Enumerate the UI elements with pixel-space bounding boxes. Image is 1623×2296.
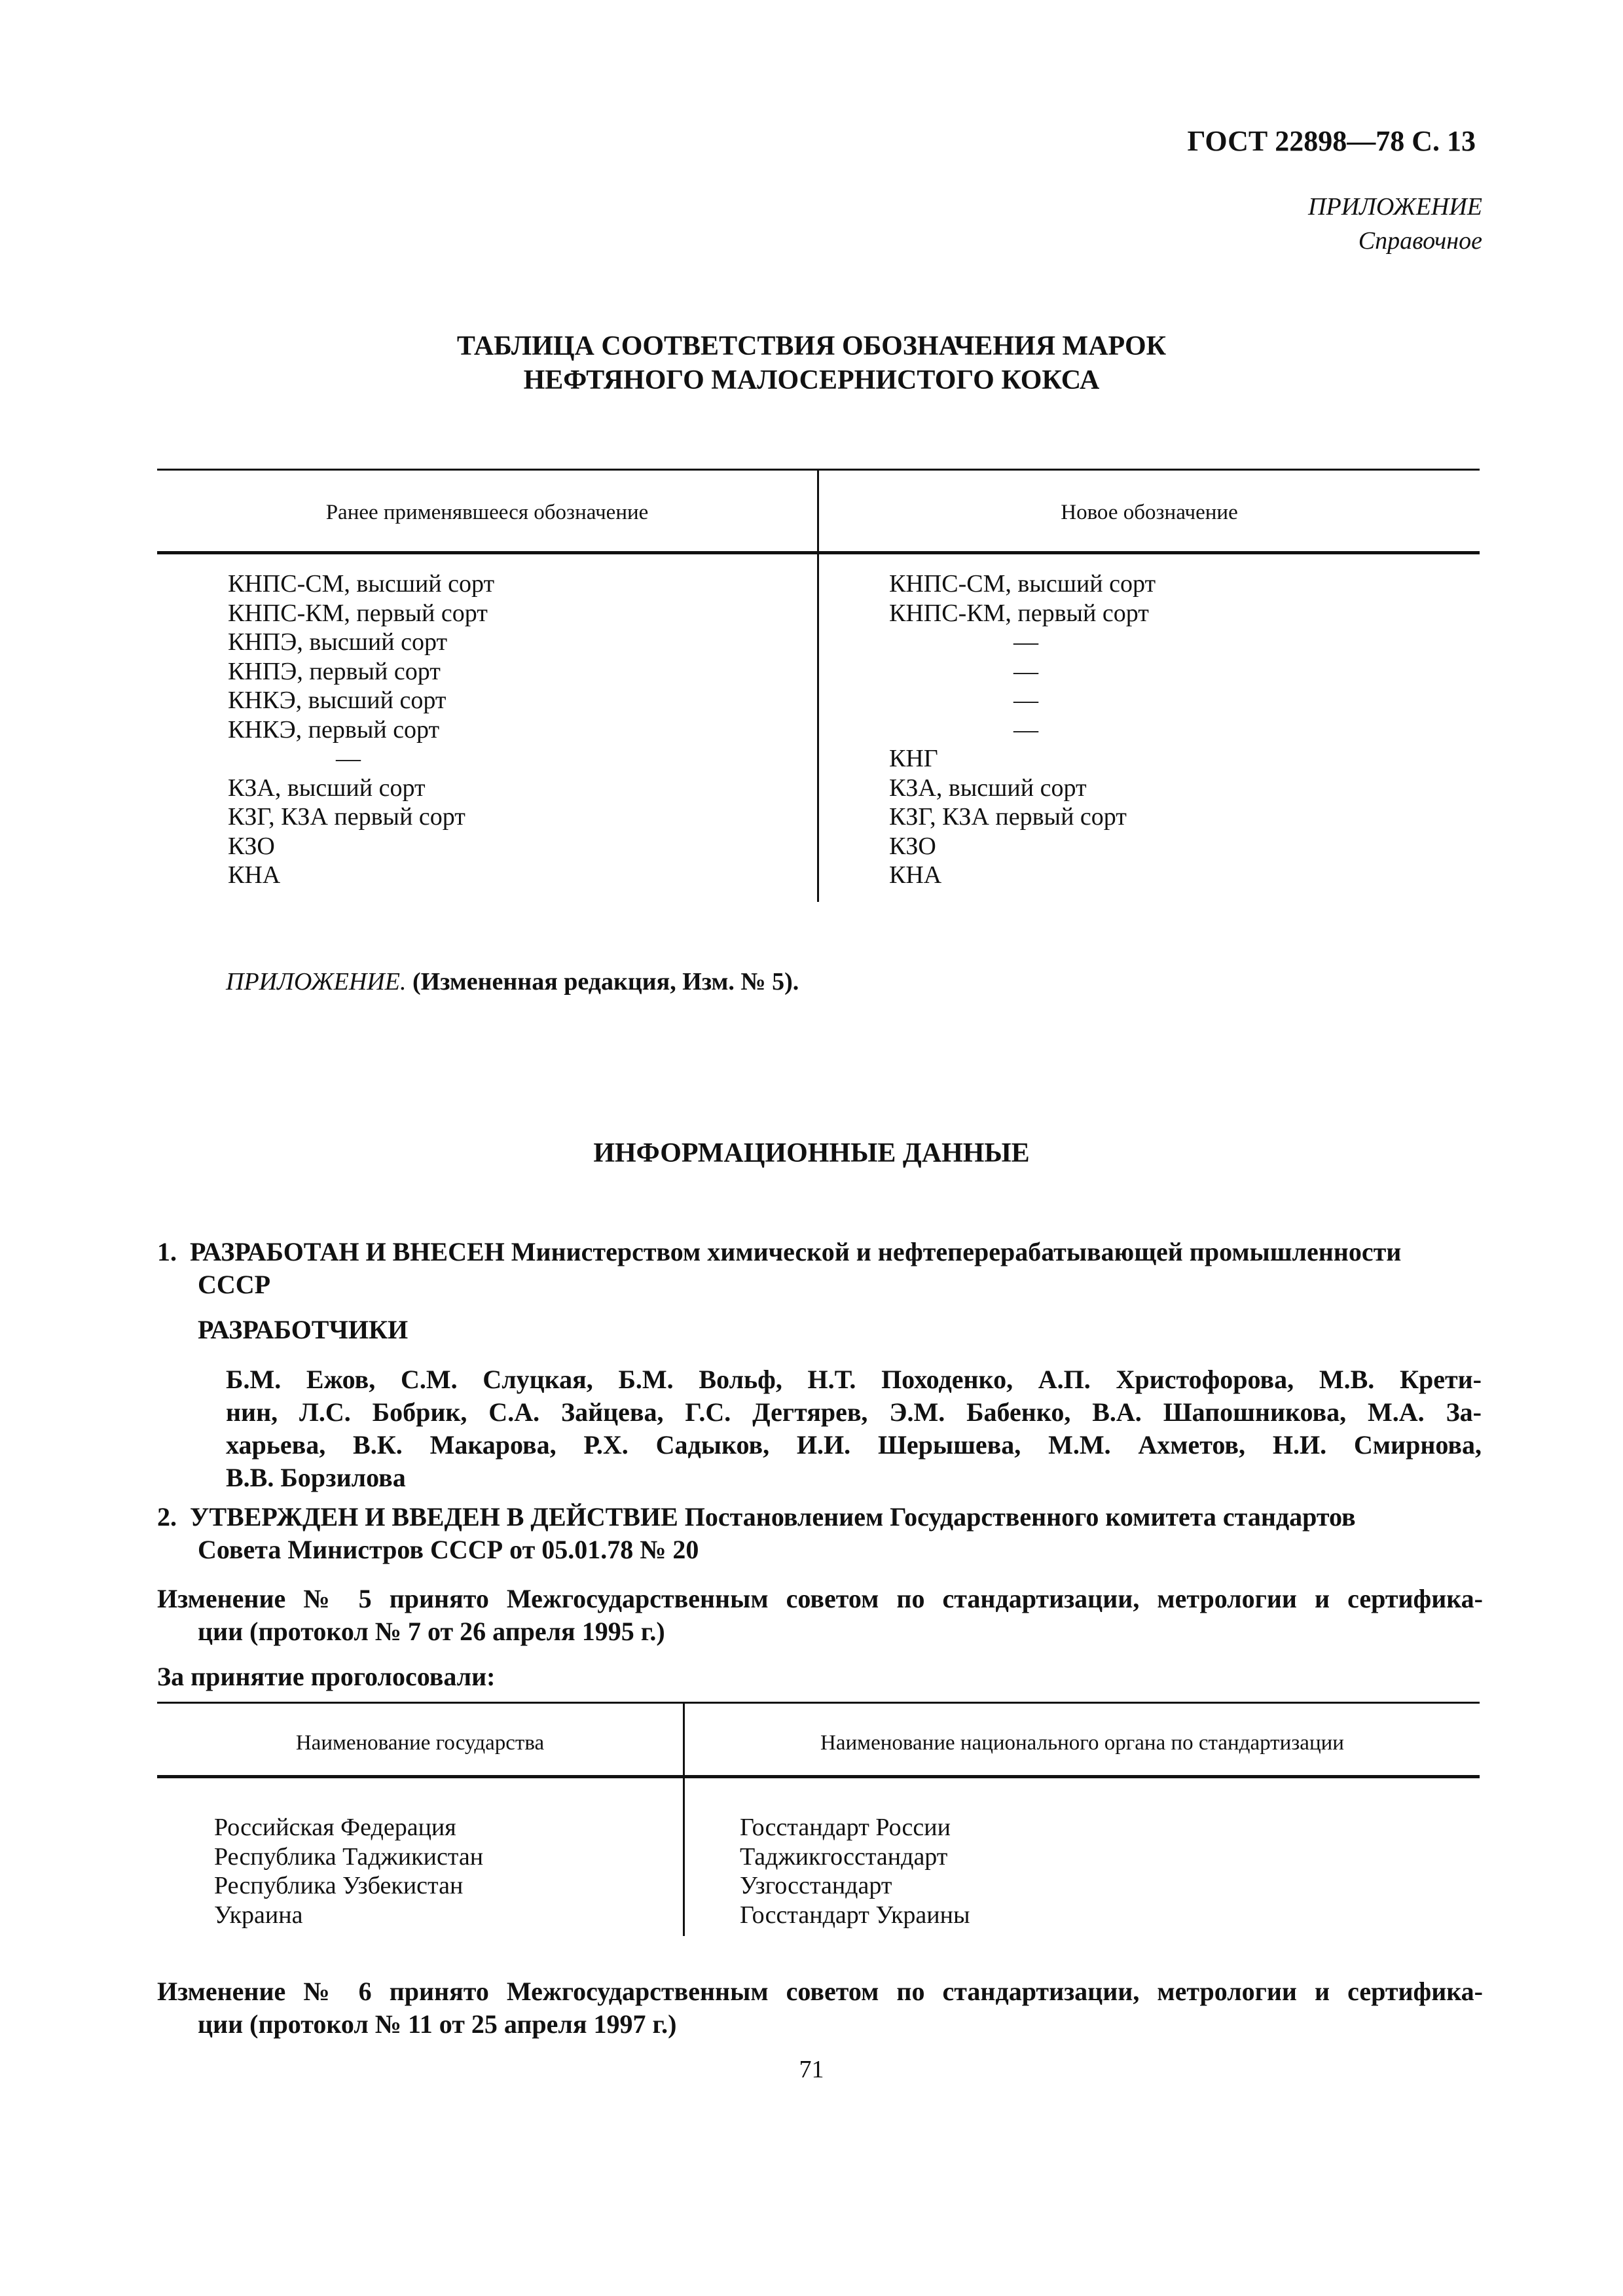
table1-header-rule: [157, 551, 1480, 554]
table2-state-column: [214, 1813, 672, 1929]
page-number: 71: [799, 2056, 824, 2083]
table2-top-rule: [157, 1702, 1480, 1704]
table1-header-new: Новое обозначение: [1061, 501, 1238, 524]
appendix-label: ПРИЛОЖЕНИЕ: [1308, 193, 1482, 221]
appendix-type: Справочное: [1358, 227, 1482, 255]
item1-lead: РАЗРАБОТАН И ВНЕСЕН: [190, 1237, 505, 1266]
item2-number: 2.: [157, 1502, 177, 1532]
developers-heading: РАЗРАБОТЧИКИ: [198, 1315, 409, 1344]
table1-new-cell: КЗО: [889, 832, 936, 860]
appendix-label-block: [1308, 190, 1482, 258]
item1-number: 1.: [157, 1237, 177, 1266]
developers-line: В.В. Борзилова: [226, 1463, 406, 1492]
table1-title-line1: ТАБЛИЦА СООТВЕТСТВИЯ ОБОЗНАЧЕНИЯ МАРОК: [456, 331, 1167, 361]
table1-old-column: [228, 569, 686, 890]
developers-line: Б.М. Ежов, С.М. Слуцкая, Б.М. Вольф, Н.Т. Походенко, А.П. Христофорова, М.В. Крети-: [226, 1365, 1482, 1394]
change5-line2: ции (протокол № 7 от 26 апреля 1995 г.): [198, 1617, 665, 1646]
table1-old-cell: —: [336, 745, 361, 772]
table1-new-column: [889, 569, 1347, 890]
table1-old-cell: КНКЭ, первый сорт: [228, 715, 440, 744]
table1-old-cell: КЗГ, КЗА первый сорт: [228, 803, 465, 831]
table1-new-cell: —: [1013, 715, 1038, 744]
voted-heading: За принятие проголосовали:: [157, 1662, 496, 1691]
table2-state-cell: Республика Узбекистан: [214, 1872, 464, 1899]
table1-new-cell: КНГ: [889, 745, 938, 772]
table1-old-cell: КНПС-СМ, высший сорт: [228, 570, 495, 598]
appendix-revision-note: [226, 967, 799, 996]
table1-new-cell: КНА: [889, 861, 942, 889]
item2-lead: УТВЕРЖДЕН И ВВЕДЕН В ДЕЙСТВИЕ: [190, 1502, 678, 1532]
table1-old-cell: КЗО: [228, 832, 275, 860]
table2-body-column: [740, 1813, 1329, 1929]
change6-paragraph: [157, 1975, 1483, 2041]
table2-body-cell: Госстандарт Украины: [740, 1901, 970, 1929]
change6-line2: ции (протокол № 11 от 25 апреля 1997 г.): [198, 2009, 677, 2039]
table2-header-state: Наименование государства: [295, 1731, 545, 1755]
table1-new-cell: —: [1013, 687, 1038, 714]
table2-body-cell: Госстандарт России: [740, 1814, 951, 1841]
table2-state-cell: Украина: [214, 1901, 303, 1929]
info-item-1: [157, 1236, 1483, 1301]
info-section-title: ИНФОРМАЦИОННЫЕ ДАННЫЕ: [593, 1138, 1030, 1168]
table2-body-cell: Таджикгосстандарт: [740, 1842, 948, 1871]
table2-state-cell: Республика Таджикистан: [214, 1842, 484, 1871]
change5-line1: Изменение № 5 принято Межгосударственным советом по стандартизации, метрологии и сертифика-: [157, 1584, 1483, 1613]
table1-old-cell: КЗА, высший сорт: [228, 774, 426, 802]
table1-column-divider: [817, 469, 819, 902]
table2-state-cell: Российская Федерация: [214, 1814, 456, 1841]
table2-header-body: Наименование национального органа по стандартизации: [820, 1731, 1344, 1755]
table2-body-cell: Узгосстандарт: [740, 1872, 892, 1899]
item2-text-line2: Совета Министров СССР от 05.01.78 № 20: [198, 1535, 699, 1564]
appendix-note-label: ПРИЛОЖЕНИЕ.: [226, 968, 407, 996]
table1-new-cell: —: [1013, 628, 1038, 656]
change6-line1: Изменение № 6 принято Межгосударственным советом по стандартизации, метрологии и сертифика-: [157, 1977, 1483, 2006]
table1-new-cell: КНПС-СМ, высший сорт: [889, 570, 1156, 598]
item1-text-line2: СССР: [198, 1270, 271, 1299]
document-reference: ГОСТ 22898—78 С. 13: [1187, 125, 1476, 157]
table1-title-line2: НЕФТЯНОГО МАЛОСЕРНИСТОГО КОКСА: [523, 365, 1100, 395]
table1-header-old: Ранее применявшееся обозначение: [325, 501, 649, 524]
table1-new-cell: —: [1013, 657, 1038, 685]
table1-new-cell: КЗА, высший сорт: [889, 774, 1087, 802]
item2-text: Постановлением Государственного комитета стандартов: [684, 1502, 1356, 1532]
developers-list: [226, 1363, 1482, 1494]
table1-new-cell: КЗГ, КЗА первый сорт: [889, 803, 1127, 831]
developers-line: харьева, В.К. Макарова, Р.Х. Садыков, И.И. Шерышева, М.М. Ахметов, Н.И. Смирнова,: [226, 1430, 1482, 1460]
table1-new-cell: КНПС-КМ, первый сорт: [889, 599, 1149, 627]
info-item-2: [157, 1501, 1483, 1566]
table1-old-cell: КНПЭ, первый сорт: [228, 657, 441, 685]
change5-paragraph: [157, 1583, 1483, 1648]
table2-header-rule: [157, 1775, 1480, 1778]
item1-text: Министерством химической и нефтеперерабатывающей промышленности: [511, 1237, 1402, 1266]
table1-old-cell: КНА: [228, 861, 281, 889]
appendix-note-text: (Измененная редакция, Изм. № 5).: [412, 968, 799, 996]
table1-old-cell: КНКЭ, высший сорт: [228, 687, 447, 714]
developers-line: нин, Л.С. Бобрик, С.А. Зайцева, Г.С. Дегтярев, Э.М. Бабенко, В.А. Шапошникова, М.А. За-: [226, 1397, 1482, 1427]
table1-old-cell: КНПЭ, высший сорт: [228, 628, 448, 656]
table1-old-cell: КНПС-КМ, первый сорт: [228, 599, 488, 627]
